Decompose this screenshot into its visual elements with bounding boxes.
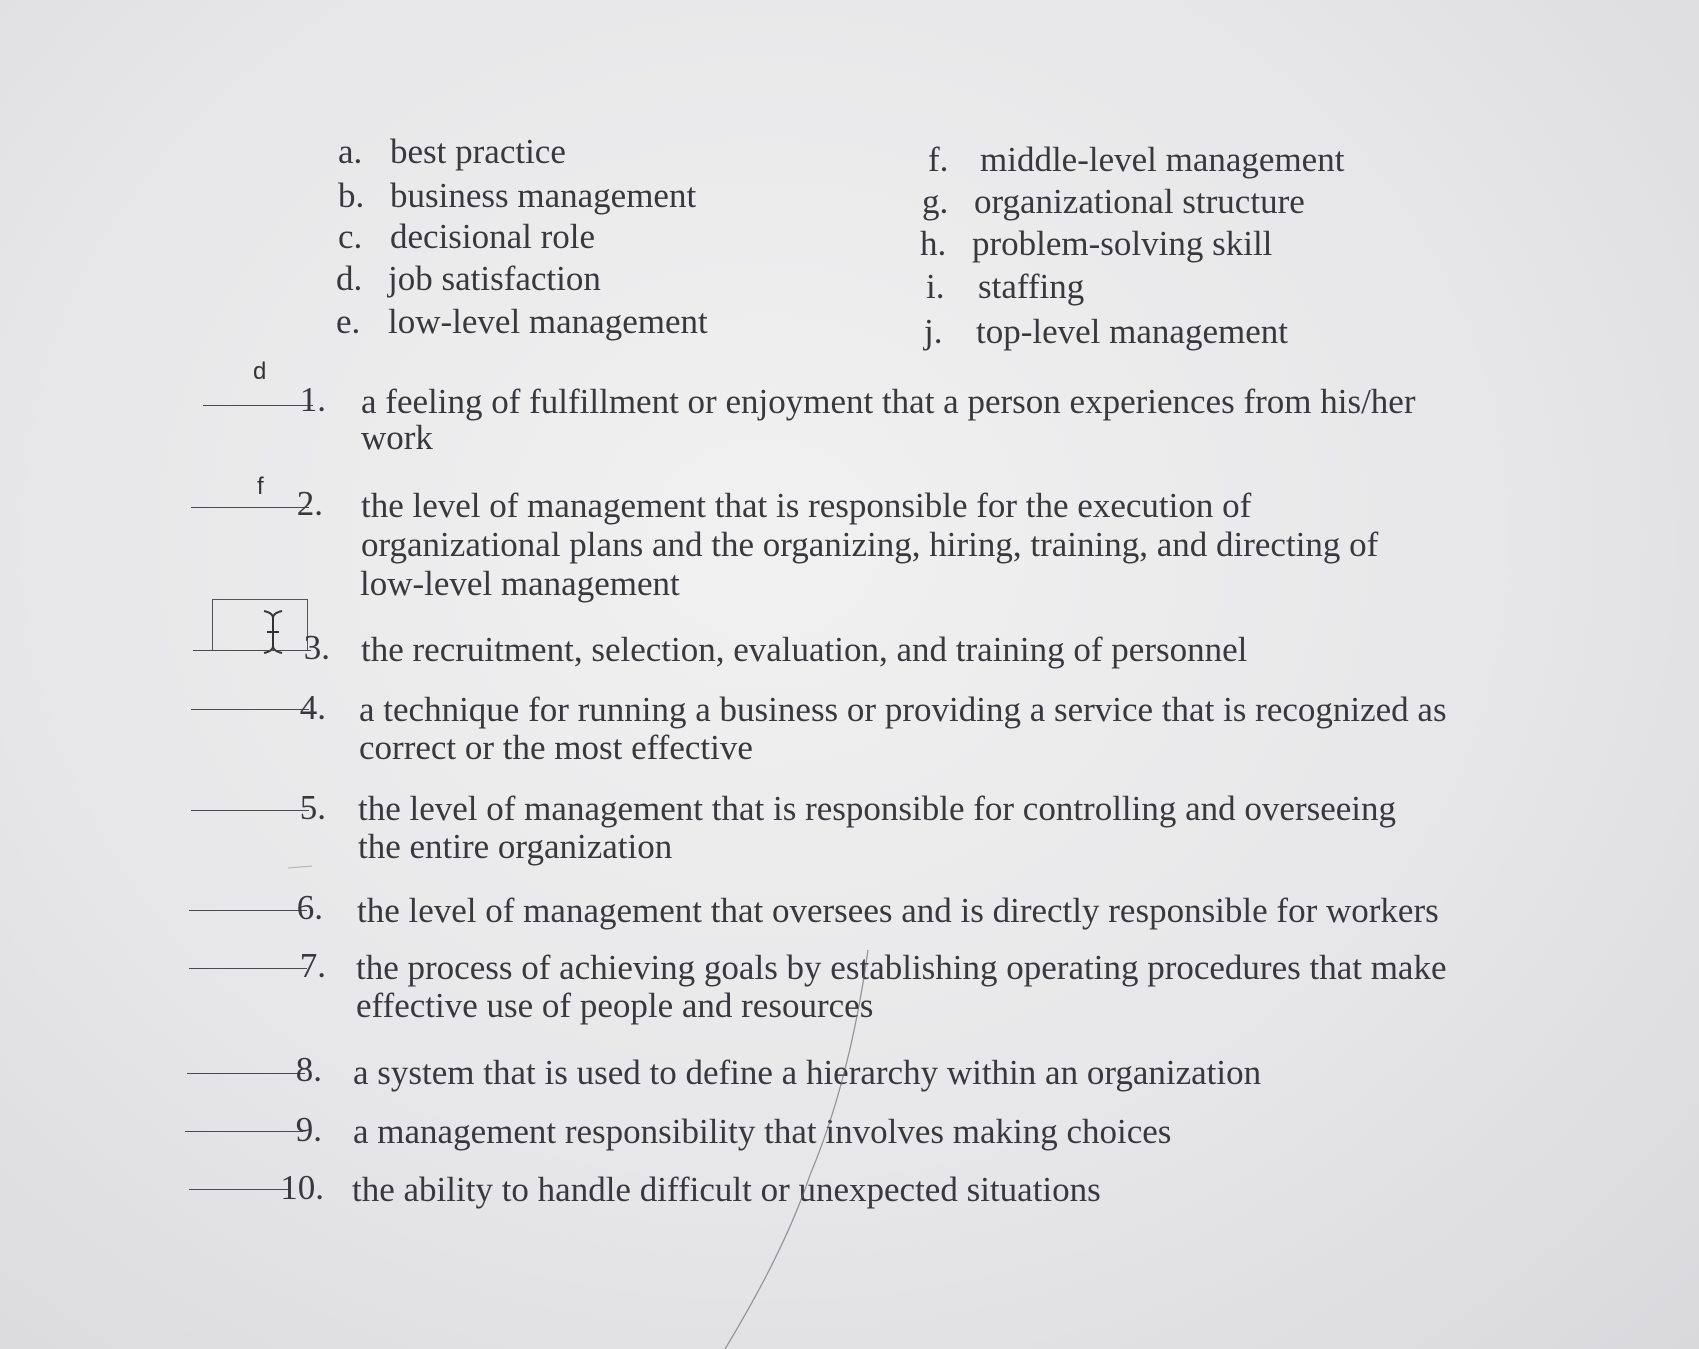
question-text: the recruitment, selection, evaluation, and training of personnel (361, 630, 1248, 669)
term-d (336, 259, 601, 299)
question-number: 9. (295, 1110, 322, 1149)
question-text: organizational plans and the organizing, hiring, training, and directing of (361, 525, 1379, 564)
question-number: 10. (280, 1168, 324, 1207)
term-text: staffing (978, 267, 1085, 306)
term-text: low-level management (388, 302, 708, 341)
question-number: 8. (295, 1050, 322, 1089)
question-text: the process of achieving goals by establishing operating procedures that make (356, 948, 1447, 987)
term-letter: g. (922, 182, 949, 221)
question-text: a management responsibility that involves making choices (353, 1112, 1172, 1151)
question-number: 3. (303, 628, 330, 667)
term-a (338, 132, 566, 172)
question-text: the level of management that is responsible for controlling and overseeing (358, 789, 1397, 828)
term-letter: j. (924, 312, 943, 351)
term-g (922, 182, 1305, 222)
term-letter: h. (920, 224, 947, 263)
question-text: effective use of people and resources (356, 986, 874, 1025)
term-letter: i. (926, 267, 945, 306)
term-letter: f. (928, 140, 949, 179)
question-text: a technique for running a business or providing a service that is recognized as (359, 690, 1447, 729)
term-text: business management (390, 176, 697, 215)
term-text: problem-solving skill (972, 224, 1273, 263)
term-text: job satisfaction (388, 259, 601, 298)
term-letter: d. (336, 259, 363, 298)
term-h (920, 224, 1272, 264)
term-text: top-level management (976, 312, 1288, 351)
question-text: the ability to handle difficult or unexpected situations (352, 1170, 1101, 1209)
question-text: a system that is used to define a hierarchy within an organization (353, 1053, 1262, 1092)
term-text: decisional role (390, 217, 596, 256)
term-letter: c. (338, 217, 363, 256)
term-letter: a. (338, 132, 363, 171)
answer-2: f (257, 473, 264, 500)
question-text: the entire organization (358, 827, 673, 866)
question-text: correct or the most effective (359, 728, 753, 767)
question-number: 4. (299, 688, 326, 727)
term-text: best practice (390, 132, 566, 171)
question-number: 5. (299, 788, 326, 827)
question-number: 2. (296, 484, 323, 523)
term-b (338, 176, 696, 216)
term-j (924, 312, 1288, 352)
term-f (928, 140, 1344, 180)
question-number: 7. (299, 946, 326, 985)
question-number: 1. (299, 380, 326, 419)
question-number: 6. (296, 888, 323, 927)
term-e (336, 302, 708, 342)
term-text: organizational structure (974, 182, 1305, 221)
term-letter: e. (336, 302, 361, 341)
question-text: a feeling of fulfillment or enjoyment that a person experiences from his/her (361, 382, 1416, 421)
question-text: the level of management that oversees and is directly responsible for workers (357, 891, 1439, 930)
question-text: the level of management that is responsible for the execution of (361, 486, 1252, 525)
question-text: work (361, 418, 433, 457)
term-text: middle-level management (980, 140, 1345, 179)
term-letter: b. (338, 176, 365, 215)
term-c (338, 217, 595, 257)
answer-1: d (253, 358, 267, 385)
term-i (926, 267, 1084, 307)
question-text: low-level management (360, 564, 680, 603)
